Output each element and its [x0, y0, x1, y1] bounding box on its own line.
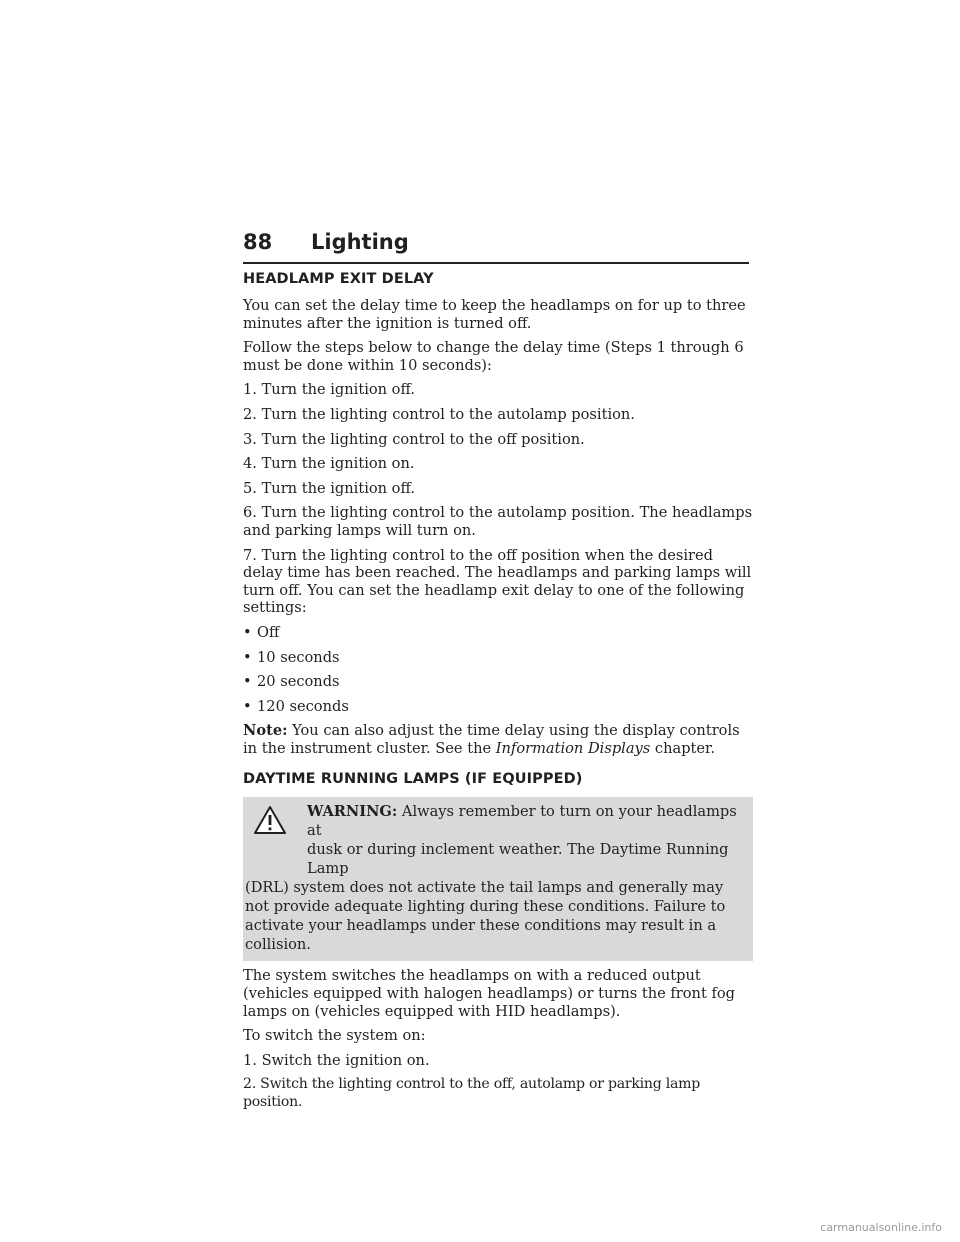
warning-text-line1: Always remember to turn on your headlamps at	[307, 803, 737, 840]
step-item: 6. Turn the lighting control to the autolamp position. The headlamps and parking lamps will turn on.	[243, 504, 753, 539]
setting-item	[243, 624, 753, 642]
bullet-icon: •	[243, 697, 252, 715]
instructions-paragraph: Follow the steps below to change the delay time (Steps 1 through 6 must be done within 10 seconds):	[243, 339, 744, 374]
page-content	[243, 270, 753, 1119]
warning-text-line2: dusk or during inclement weather. The Daytime Running Lamp	[307, 841, 729, 878]
section-heading-drl: DAYTIME RUNNING LAMPS (IF EQUIPPED)	[243, 771, 583, 788]
setting-item	[243, 673, 753, 691]
section-heading-exit-delay: HEADLAMP EXIT DELAY	[243, 271, 434, 287]
switch-step: 1. Switch the ignition on.	[243, 1051, 430, 1069]
drl-description: The system switches the headlamps on with a reduced output (vehicles equipped with halogen headlamps) or turns the front fog lamps on (vehicles equipped with HID headlamps).	[243, 967, 735, 1020]
step-item: 7. Turn the lighting control to the off position when the desired delay time has been reached. The headlamps and parking lamps will turn off. You can set the headlamp exit delay to one of the following settings:	[243, 546, 752, 617]
setting-label: 20 seconds	[257, 673, 340, 691]
step-item: 2. Turn the lighting control to the autolamp position.	[243, 405, 635, 423]
step-item: 5. Turn the ignition off.	[243, 479, 415, 497]
switch-step: 2. Switch the lighting control to the off, autolamp or parking lamp position.	[243, 1076, 701, 1111]
page-number: 88	[243, 230, 273, 254]
watermark: carmanualsonline.info	[820, 1221, 942, 1234]
note-paragraph	[243, 722, 753, 757]
step-item: 1. Turn the ignition off.	[243, 381, 415, 399]
bullet-icon: •	[243, 623, 252, 641]
switch-intro: To switch the system on:	[243, 1027, 426, 1045]
setting-label: 120 seconds	[257, 697, 349, 715]
note-text: You can also adjust the time delay using the display controls in the instrument cluster. See the	[243, 722, 740, 757]
note-end: chapter.	[654, 739, 716, 757]
step-item: 3. Turn the lighting control to the off position.	[243, 430, 585, 448]
chapter-reference: Information Displays	[495, 739, 651, 757]
setting-label: 10 seconds	[257, 648, 340, 666]
warning-label: WARNING:	[307, 803, 398, 821]
chapter-title: Lighting	[311, 230, 409, 254]
bullet-icon: •	[243, 648, 252, 666]
step-item: 4. Turn the ignition on.	[243, 455, 415, 473]
setting-label: Off	[257, 623, 280, 641]
bullet-icon: •	[243, 673, 252, 691]
warning-triangle-icon	[253, 805, 287, 835]
warning-box	[243, 797, 753, 961]
warning-first-line	[245, 802, 745, 840]
note-label: Note:	[243, 722, 288, 740]
setting-item	[243, 649, 753, 667]
page-header	[243, 228, 749, 264]
setting-item	[243, 698, 753, 716]
warning-text-rest: (DRL) system does not activate the tail lamps and generally may not provide adequate lighting during these conditions. Failure to activate your headlamps under these conditions may result in a collision.	[245, 879, 726, 954]
intro-paragraph: You can set the delay time to keep the headlamps on for up to three minutes after the ignition is turned off.	[243, 297, 746, 332]
